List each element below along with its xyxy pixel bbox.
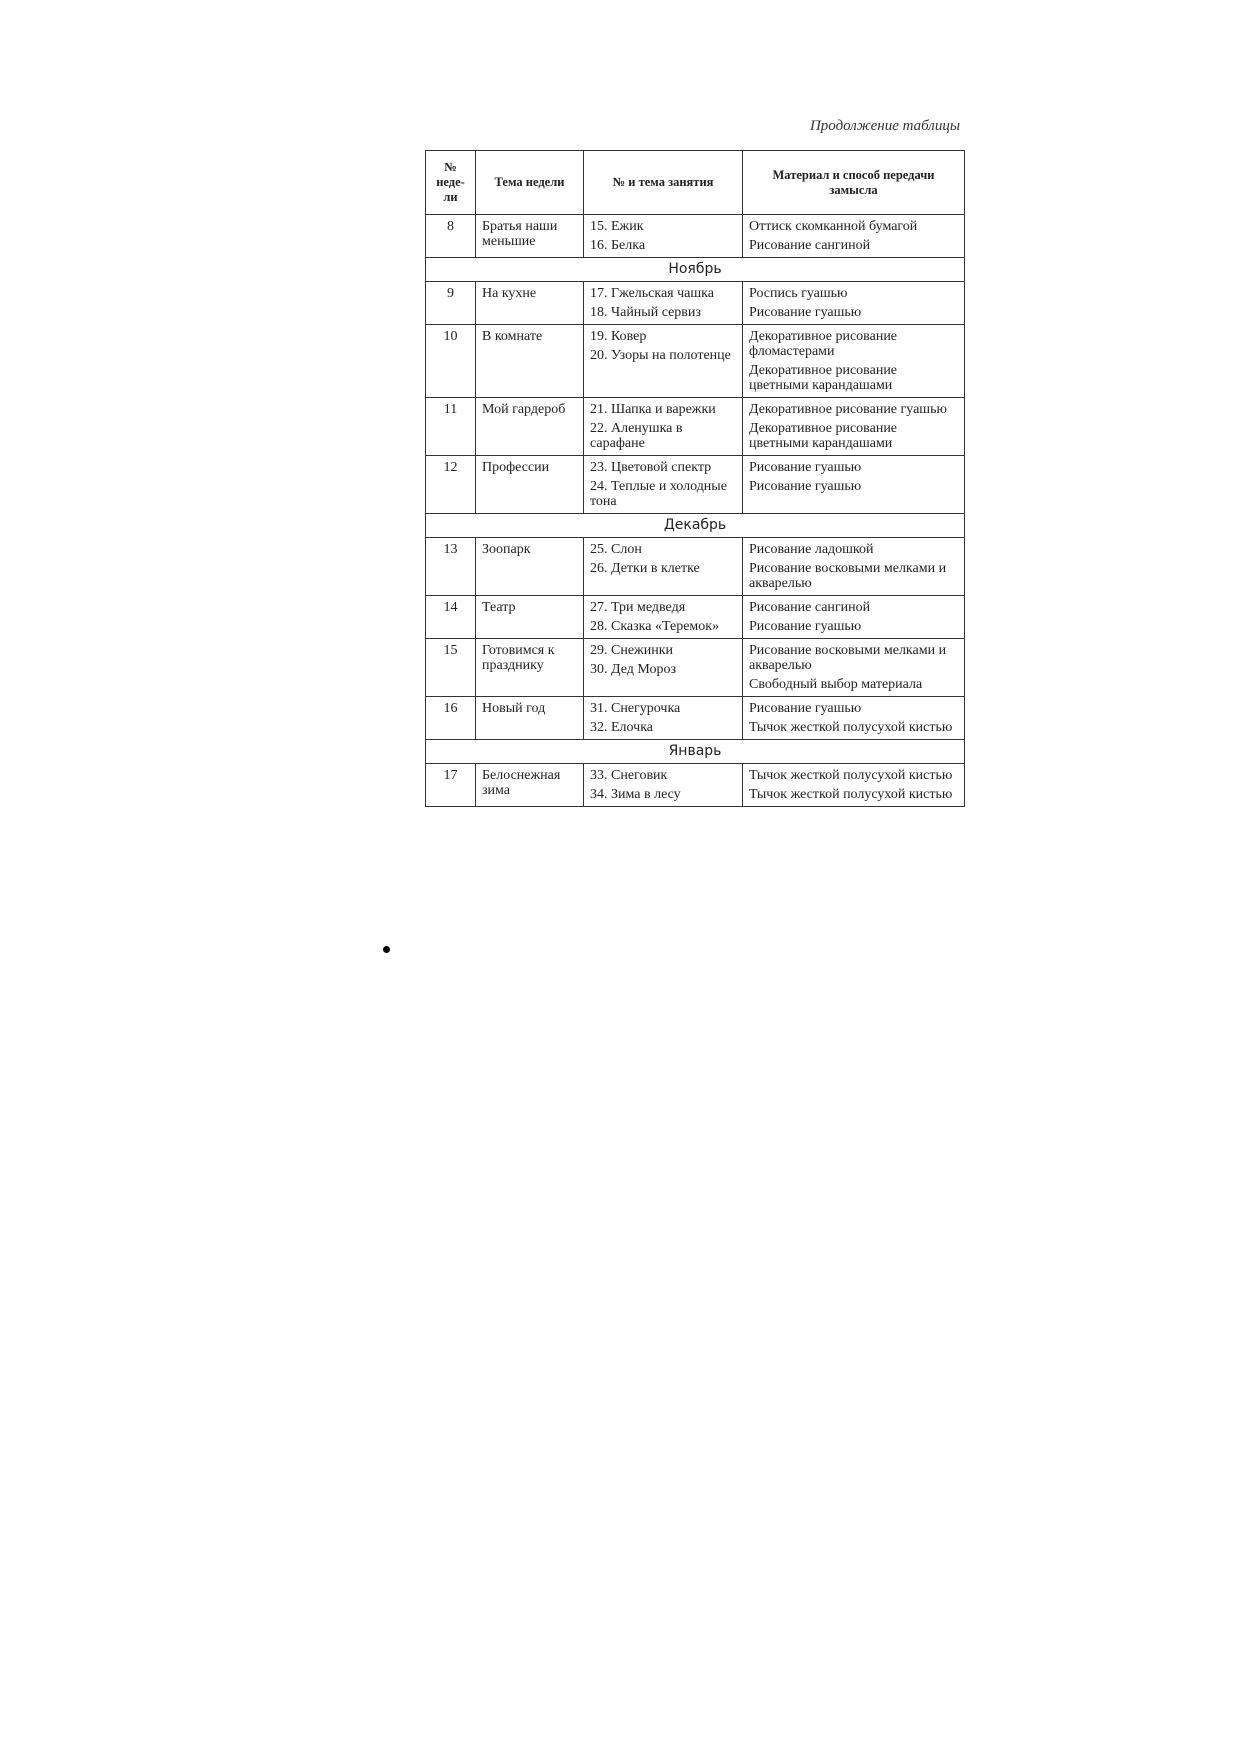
material-cell bbox=[743, 398, 965, 456]
week-theme: Профессии bbox=[476, 456, 584, 514]
week-number: 9 bbox=[426, 282, 476, 325]
material-item: Декоративное рисование фломастерами bbox=[749, 329, 898, 359]
week-theme: Готовимся к празднику bbox=[476, 639, 584, 697]
table-row bbox=[426, 697, 965, 740]
material-item: Свободный выбор материала bbox=[749, 677, 923, 692]
lesson-cell bbox=[584, 398, 743, 456]
table-row bbox=[426, 282, 965, 325]
material-item: Тычок жесткой полусухой кистью bbox=[749, 768, 953, 783]
lesson-cell bbox=[584, 596, 743, 639]
header-lesson: № и тема занятия bbox=[584, 151, 743, 215]
material-cell bbox=[743, 697, 965, 740]
table-row bbox=[426, 639, 965, 697]
week-theme: Мой гардероб bbox=[476, 398, 584, 456]
week-theme: Братья наши меньшие bbox=[476, 215, 584, 258]
lesson-item: 18. Чайный сервиз bbox=[590, 305, 701, 320]
lesson-cell bbox=[584, 538, 743, 596]
lesson-cell bbox=[584, 282, 743, 325]
material-item: Рисование гуашью bbox=[749, 619, 862, 634]
lesson-item: 16. Белка bbox=[590, 238, 646, 253]
lesson-item: 17. Гжельская чашка bbox=[590, 286, 714, 301]
table-continuation-caption: Продолжение таблицы bbox=[809, 118, 960, 134]
schedule-table bbox=[425, 150, 965, 807]
schedule-body bbox=[426, 215, 965, 807]
material-cell bbox=[743, 639, 965, 697]
month-label: Декабрь bbox=[426, 514, 965, 538]
material-item: Рисование гуашью bbox=[749, 701, 862, 716]
week-number: 13 bbox=[426, 538, 476, 596]
table-row bbox=[426, 215, 965, 258]
material-cell bbox=[743, 325, 965, 398]
material-item: Роспись гуашью bbox=[749, 286, 848, 301]
material-item: Рисование гуашью bbox=[749, 305, 862, 320]
lesson-item: 26. Детки в клетке bbox=[590, 561, 700, 576]
material-item: Декоративное рисование цветными карандашами bbox=[749, 363, 898, 393]
lesson-item: 15. Ежик bbox=[590, 219, 644, 234]
material-item: Тычок жесткой полусухой кистью bbox=[749, 720, 953, 735]
month-label: Январь bbox=[426, 740, 965, 764]
header-week-number: № неде-ли bbox=[426, 151, 476, 215]
material-item: Декоративное рисование цветными карандашами bbox=[749, 421, 898, 451]
week-number: 12 bbox=[426, 456, 476, 514]
material-item: Оттиск скомканной бумагой bbox=[749, 219, 918, 234]
lesson-item: 34. Зима в лесу bbox=[590, 787, 681, 802]
month-row bbox=[426, 258, 965, 282]
week-number: 15 bbox=[426, 639, 476, 697]
lesson-cell bbox=[584, 639, 743, 697]
week-number: 8 bbox=[426, 215, 476, 258]
lesson-cell bbox=[584, 456, 743, 514]
week-number: 17 bbox=[426, 764, 476, 807]
lesson-item: 21. Шапка и варежки bbox=[590, 402, 716, 417]
week-theme: В комнате bbox=[476, 325, 584, 398]
material-item: Рисование восковыми мелками и акварелью bbox=[749, 643, 947, 673]
lesson-item: 32. Елочка bbox=[590, 720, 654, 735]
lesson-item: 27. Три медведя bbox=[590, 600, 686, 615]
material-cell bbox=[743, 282, 965, 325]
table-row bbox=[426, 764, 965, 807]
material-cell bbox=[743, 215, 965, 258]
lesson-item: 19. Ковер bbox=[590, 329, 647, 344]
week-theme: На кухне bbox=[476, 282, 584, 325]
table-row bbox=[426, 596, 965, 639]
table-row bbox=[426, 398, 965, 456]
material-cell bbox=[743, 456, 965, 514]
lesson-item: 29. Снежинки bbox=[590, 643, 673, 658]
table-row bbox=[426, 538, 965, 596]
lesson-item: 22. Аленушка в сарафане bbox=[590, 421, 683, 451]
material-item: Рисование сангиной bbox=[749, 238, 871, 253]
week-number: 11 bbox=[426, 398, 476, 456]
month-row bbox=[426, 740, 965, 764]
week-theme: Театр bbox=[476, 596, 584, 639]
lesson-cell bbox=[584, 325, 743, 398]
week-number: 10 bbox=[426, 325, 476, 398]
lesson-cell bbox=[584, 764, 743, 807]
material-item: Рисование восковыми мелками и акварелью bbox=[749, 561, 947, 591]
lesson-item: 31. Снегурочка bbox=[590, 701, 681, 716]
header-row bbox=[426, 151, 965, 215]
table-row bbox=[426, 325, 965, 398]
material-cell bbox=[743, 538, 965, 596]
material-cell bbox=[743, 596, 965, 639]
lesson-cell bbox=[584, 215, 743, 258]
lesson-item: 24. Теплые и холодные тона bbox=[590, 479, 727, 509]
table-row bbox=[426, 456, 965, 514]
material-item: Рисование ладошкой bbox=[749, 542, 874, 557]
lesson-item: 23. Цветовой спектр bbox=[590, 460, 712, 475]
header-week-theme: Тема недели bbox=[476, 151, 584, 215]
lesson-cell bbox=[584, 697, 743, 740]
week-theme: Белоснежная зима bbox=[476, 764, 584, 807]
material-item: Рисование гуашью bbox=[749, 460, 862, 475]
material-item: Тычок жесткой полусухой кистью bbox=[749, 787, 953, 802]
material-item: Рисование гуашью bbox=[749, 479, 862, 494]
lesson-item: 25. Слон bbox=[590, 542, 642, 557]
header-material: Материал и способ передачи замысла bbox=[743, 151, 965, 215]
week-number: 14 bbox=[426, 596, 476, 639]
week-theme: Зоопарк bbox=[476, 538, 584, 596]
material-item: Рисование сангиной bbox=[749, 600, 871, 615]
bullet-dot bbox=[383, 946, 390, 953]
month-label: Ноябрь bbox=[426, 258, 965, 282]
lesson-item: 33. Снеговик bbox=[590, 768, 668, 783]
month-row bbox=[426, 514, 965, 538]
lesson-item: 28. Сказка «Теремок» bbox=[590, 619, 720, 634]
lesson-item: 20. Узоры на полотенце bbox=[590, 348, 731, 363]
material-cell bbox=[743, 764, 965, 807]
week-theme: Новый год bbox=[476, 697, 584, 740]
lesson-item: 30. Дед Мороз bbox=[590, 662, 677, 677]
material-item: Декоративное рисование гуашью bbox=[749, 402, 947, 417]
week-number: 16 bbox=[426, 697, 476, 740]
